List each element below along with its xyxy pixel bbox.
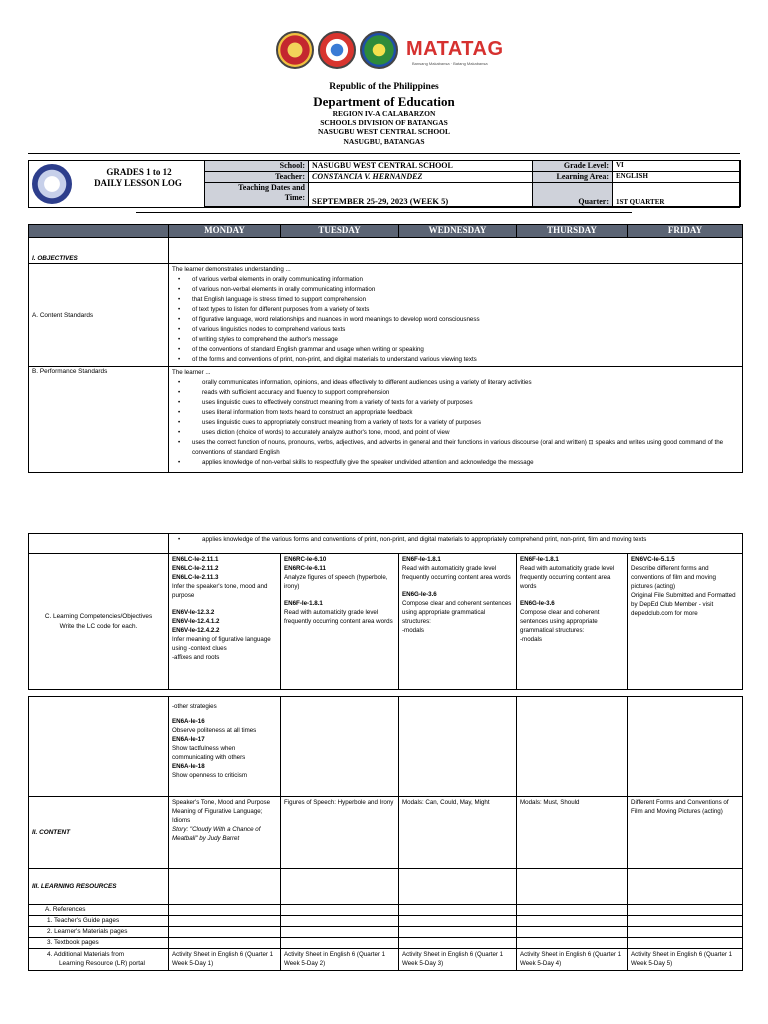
lc-code: EN6A-Ie-17	[172, 736, 205, 743]
activity-sheet-thursday: Activity Sheet in English 6 (Quarter 1 Week 5-Day 4)	[517, 949, 628, 971]
competencies-cont-label	[29, 697, 169, 797]
blank-cell	[281, 927, 399, 938]
address-line: NASUGBU, BATANGAS	[343, 137, 425, 146]
lc-code: EN6F-Ie-1.8.1	[520, 556, 559, 563]
content-standard-item: • of various linguistics nodes to comprehend various texts	[172, 325, 739, 335]
additional-materials-line-1: 4. Additional Materials from	[47, 951, 125, 958]
competencies-monday-cont	[169, 697, 281, 797]
blank-cell	[169, 938, 281, 949]
quarter-value: 1ST QUARTER	[613, 183, 741, 207]
quarter-label: Quarter:	[533, 183, 613, 207]
lc-code: EN6V-Ie-12.4.1.2	[172, 618, 220, 625]
content-standard-item: • of writing styles to comprehend the author's message	[172, 335, 739, 345]
blank-cell	[517, 905, 628, 916]
lc-text: Infer the speaker's tone, mood and purpose	[172, 583, 268, 599]
learners-materials-label: 2. Learner's Materials pages	[29, 927, 169, 938]
lc-text: Infer meaning of figurative language using -context clues	[172, 636, 271, 652]
content-text: Meaning of Figurative Language; Idioms	[172, 808, 263, 824]
lc-text: -modals	[520, 636, 543, 643]
lc-text: Analyze figures of speech (hyperbole, irony)	[284, 574, 388, 590]
blank-cell	[517, 938, 628, 949]
lc-code: EN6A-Ie-16	[172, 718, 205, 725]
objectives-cell	[169, 238, 743, 264]
lc-text: Show openness to criticism	[172, 772, 247, 779]
deped-region-seal	[276, 31, 314, 69]
region-line: REGION IV-A CALABARZON	[332, 109, 436, 118]
performance-standard-item: • reads with sufficient accuracy and fluency to support comprehension	[172, 388, 739, 398]
content-standards-cell	[169, 264, 743, 367]
lc-text: Show tactfulness when communicating with others	[172, 745, 246, 761]
blank-cell	[517, 697, 628, 797]
blank-cell	[169, 916, 281, 927]
dates-value: SEPTEMBER 25-29, 2023 (WEEK 5)	[309, 183, 533, 207]
content-thursday: Modals: Must, Should	[517, 797, 628, 869]
division-line: SCHOOLS DIVISION OF BATANGAS	[320, 118, 448, 127]
dates-label-2: Time:	[284, 193, 305, 202]
learning-area-label: Learning Area:	[533, 172, 613, 183]
lesson-table-part3	[28, 696, 743, 971]
grade-level-label: Grade Level:	[533, 161, 613, 172]
lc-text: Compose clear and coherent sentences using appropriate grammatical structures:	[520, 609, 600, 634]
teacher-value: CONSTANCIA V. HERNANDEZ	[309, 172, 533, 183]
school-line: NASUGBU WEST CENTRAL SCHOOL	[317, 127, 451, 136]
lc-code: EN6F-Ie-1.8.1	[402, 556, 441, 563]
additional-materials-label	[29, 949, 169, 971]
lc-text: words	[520, 583, 537, 590]
lc-code: EN6G-Ie-3.6	[402, 591, 437, 598]
activity-sheet-wednesday: Activity Sheet in English 6 (Quarter 1 Week 5-Day 3)	[399, 949, 517, 971]
blank-cell	[628, 927, 743, 938]
lc-code: EN6VC-Ie-5.1.5	[631, 556, 675, 563]
day-header-tuesday: TUESDAY	[281, 225, 399, 238]
header-divider	[28, 153, 740, 154]
blank-cell	[399, 869, 517, 905]
competencies-monday	[169, 554, 281, 690]
grade-level-value: VI	[613, 161, 741, 172]
performance-standards-label: B. Performance Standards	[29, 367, 169, 473]
lc-text: Read with automaticity grade level frequently occurring content area words	[402, 565, 511, 581]
blank-cell	[169, 905, 281, 916]
content-standard-item: • of various verbal elements in orally communicating information	[172, 275, 739, 285]
competencies-friday	[628, 554, 743, 690]
lc-code: EN6G-Ie-3.6	[520, 600, 555, 607]
performance-standard-item-text: uses the correct function of nouns, pronouns, verbs, adjectives, and adverbs in general and their functions in various discourse (oral and written) ⊡ speaks and writes using good command of the conventions of standard English	[192, 439, 724, 456]
log-title: DAILY LESSON LOG	[94, 178, 182, 188]
info-divider	[136, 212, 632, 213]
blank-cell	[628, 938, 743, 949]
blank-cell	[169, 927, 281, 938]
content-standard-item: • of the conventions of standard English grammar and usage when writing or speaking	[172, 345, 739, 355]
day-header-friday: FRIDAY	[628, 225, 743, 238]
lesson-table-part2	[28, 533, 743, 690]
additional-materials-line-2: Learning Resource (LR) portal	[59, 960, 145, 967]
content-story: Story: "Cloudy With a Chance of Meatball" by Judy Barret	[172, 826, 261, 842]
division-seal	[318, 31, 356, 69]
blank-cell	[281, 905, 399, 916]
blank-cell	[628, 916, 743, 927]
school-value: NASUGBU WEST CENTRAL SCHOOL	[309, 161, 533, 172]
lc-text: Observe politeness at all times	[172, 727, 257, 734]
blank-cell	[517, 916, 628, 927]
content-tuesday: Figures of Speech: Hyperbole and Irony	[281, 797, 399, 869]
performance-standards-cell	[169, 367, 743, 473]
competencies-label	[29, 554, 169, 690]
content-standard-item: • of the forms and conventions of print, non-print, and digital materials to understand various viewing texts	[172, 355, 739, 365]
dates-label-1: Teaching Dates and	[238, 183, 305, 192]
performance-standards-intro: The learner ...	[172, 369, 211, 376]
content-standard-item: • of text types to listen for different purposes from a variety of texts	[172, 305, 739, 315]
performance-standard-continued-text: applies knowledge of the various forms and conventions of print, non-print, and digital materials to appropriately comprehend print, non-print, film and moving texts	[202, 536, 647, 543]
blank-cell	[399, 938, 517, 949]
activity-sheet-tuesday: Activity Sheet in English 6 (Quarter 1 Week 5-Day 2)	[281, 949, 399, 971]
activity-sheet-monday: Activity Sheet in English 6 (Quarter 1 Week 5-Day 1)	[169, 949, 281, 971]
lc-code: EN6V-Ie-12.4.2.2	[172, 627, 220, 634]
lc-text: Describe different forms and conventions of film and moving pictures (acting)	[631, 565, 716, 590]
day-header-thursday: THURSDAY	[517, 225, 628, 238]
textbook-label: 3. Textbook pages	[29, 938, 169, 949]
day-header-monday: MONDAY	[169, 225, 281, 238]
lc-code: EN6LC-Ie-2.11.1	[172, 556, 219, 563]
performance-standard-item: • uses linguistic cues to effectively construct meaning from a variety of texts for a variety of purposes	[172, 398, 739, 408]
competencies-thursday	[517, 554, 628, 690]
info-table	[204, 160, 741, 207]
learning-resources-label: III. LEARNING RESOURCES	[29, 869, 169, 905]
lc-text: Compose clear and coherent sentences using appropriate grammatical structures:	[402, 600, 512, 625]
teacher-label: Teacher:	[205, 172, 309, 183]
content-standards-label: A. Content Standards	[29, 264, 169, 367]
blank-cell	[399, 905, 517, 916]
lc-code: EN6A-Ie-18	[172, 763, 205, 770]
performance-standard-item-long: • uses the correct function of nouns, pronouns, verbs, adjectives, and adverbs in general and their functions in various discourse (oral and written) ⊡ speaks and writes using good command of the conventions of standard English	[178, 439, 724, 456]
performance-standard-item: • uses linguistic cues to appropriately construct meaning from a variety of texts for a variety of purposes	[172, 418, 739, 428]
lc-text: Read with automaticity grade level frequently occurring content area words	[284, 609, 393, 625]
competencies-label-2: Write the LC code for each.	[59, 622, 138, 630]
performance-standard-item: • applies knowledge of non-verbal skills to respectfully give the speaker undivided attention and acknowledge the message	[172, 458, 739, 468]
blank-cell	[628, 905, 743, 916]
content-standard-item: • of figurative language, word relationships and nuances in word meanings to develop word consciousness	[172, 315, 739, 325]
blank-cell	[399, 916, 517, 927]
matatag-tagline: Bansang Makabansa · Batang Makabansa	[412, 61, 488, 66]
competencies-wednesday	[399, 554, 517, 690]
performance-standard-continued: • applies knowledge of the various forms and conventions of print, non-print, and digital materials to appropriately comprehend print, non-print, film and moving texts	[169, 534, 743, 554]
lc-text: Read with automaticity grade level frequently occurring content area	[520, 565, 615, 581]
objectives-label: I. OBJECTIVES	[29, 238, 169, 264]
lesson-table-part1	[28, 224, 743, 473]
content-standard-item: • that English language is stress timed to support comprehension	[172, 295, 739, 305]
school-label: School:	[205, 161, 309, 172]
content-text: Speaker's Tone, Mood and Purpose	[172, 799, 271, 806]
learning-area-value: ENGLISH	[613, 172, 741, 183]
references-label: A. References	[29, 905, 169, 916]
performance-standard-item: • orally communicates information, opinions, and ideas effectively to different audiences using a variety of literary activities	[172, 378, 739, 388]
blank-cell	[399, 927, 517, 938]
blank-cell	[628, 697, 743, 797]
day-header-blank	[29, 225, 169, 238]
blank-cell	[399, 697, 517, 797]
day-header-wednesday: WEDNESDAY	[399, 225, 517, 238]
department-title: Department of Education	[313, 94, 455, 109]
blank-cell	[281, 938, 399, 949]
lc-code: EN6RC-Ie-6.10	[284, 556, 327, 563]
lc-text: Original File Submitted and Formatted by DepEd Club Member - visit depedclub.com for more	[631, 592, 736, 617]
lc-code: EN6RC-Ie-6.11	[284, 565, 326, 572]
grades-label: GRADES 1 to 12	[106, 167, 172, 177]
content-wednesday: Modals: Can, Could, May, Might	[399, 797, 517, 869]
blank-cell	[517, 927, 628, 938]
teachers-guide-label: 1. Teacher's Guide pages	[29, 916, 169, 927]
blank-cell	[281, 697, 399, 797]
matatag-logo: MATATAG	[406, 38, 504, 60]
content-label: II. CONTENT	[29, 797, 169, 869]
blank-cell	[628, 869, 743, 905]
performance-standard-item: • uses diction (choice of words) to accurately analyze author's tone, mood, and point of view	[172, 428, 739, 438]
performance-standard-item: • uses literal information from texts heard to construct an appropriate feedback	[172, 408, 739, 418]
deped-seal	[32, 164, 72, 204]
lc-code: EN6F-Ie-1.8.1	[284, 600, 323, 607]
school-seal	[360, 31, 398, 69]
lc-code: EN6V-Ie-12.3.2	[172, 609, 215, 616]
content-standard-item: • of various non-verbal elements in orally communicating information	[172, 285, 739, 295]
competencies-label-1: C. Learning Competencies/Objectives	[44, 612, 153, 620]
lc-code: EN6LC-Ie-2.11.3	[172, 574, 219, 581]
lc-text: -modals	[402, 627, 425, 634]
content-friday: Different Forms and Conventions of Film and Moving Pictures (acting)	[628, 797, 743, 869]
blank-cell	[517, 869, 628, 905]
perf-cont-label	[29, 534, 169, 554]
blank-cell	[169, 869, 281, 905]
content-monday	[169, 797, 281, 869]
blank-cell	[281, 916, 399, 927]
lc-code: EN6LC-Ie-2.11.2	[172, 565, 219, 572]
blank-cell	[281, 869, 399, 905]
competencies-tuesday	[281, 554, 399, 690]
republic-line: Republic of the Philippines	[329, 82, 439, 92]
activity-sheet-friday: Activity Sheet in English 6 (Quarter 1 Week 5-Day 5)	[628, 949, 743, 971]
content-standards-intro: The learner demonstrates understanding ...	[172, 266, 291, 273]
lc-text: -affixes and roots	[172, 654, 220, 661]
lc-text: -other strategies	[172, 703, 217, 710]
